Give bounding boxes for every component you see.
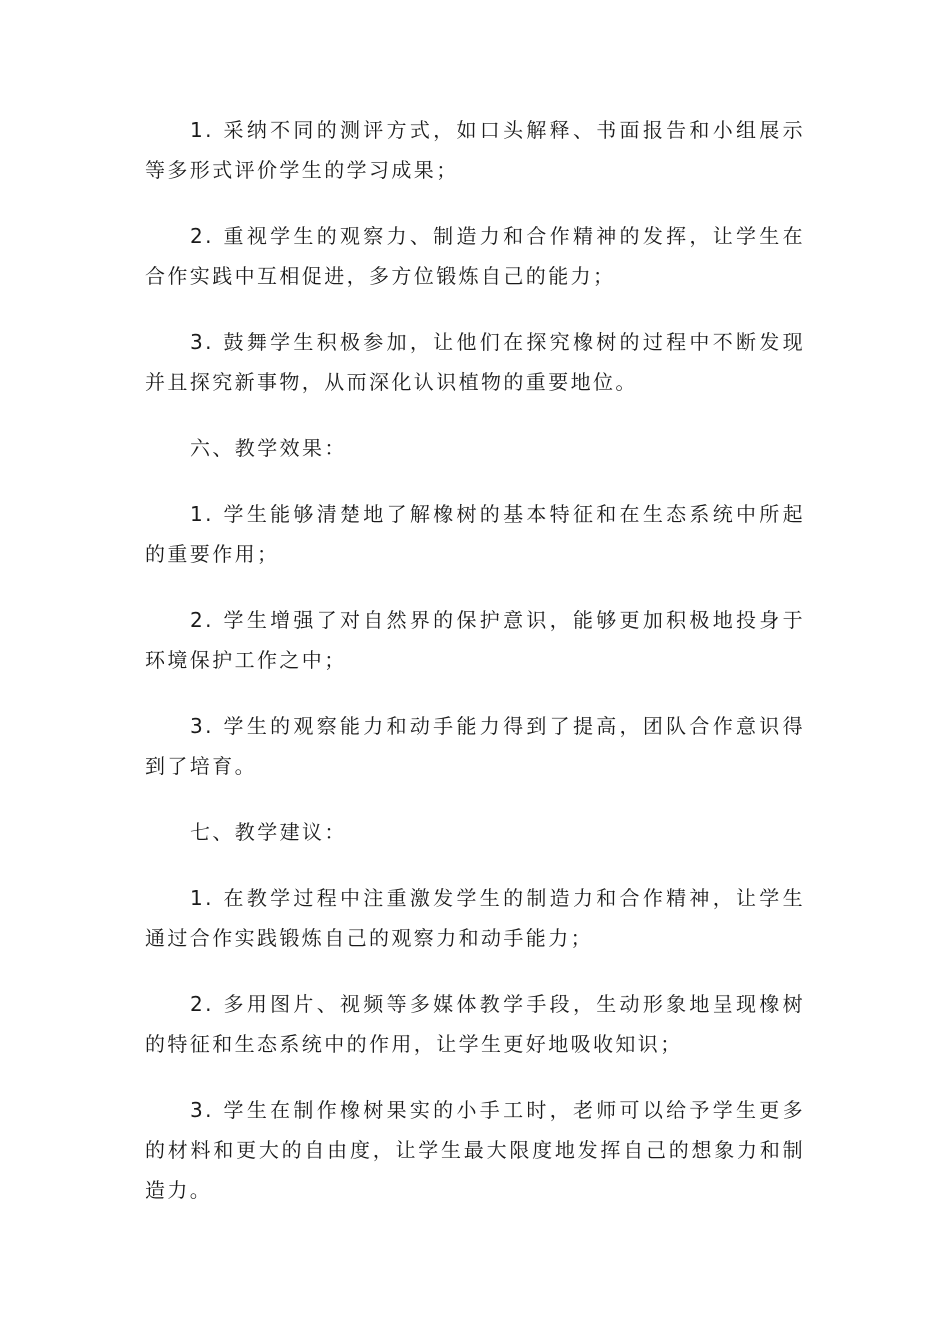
paragraph-assessment-methods: 1. 采纳不同的测评方式，如口头解释、书面报告和小组展示等多形式评价学生的学习成果； <box>145 118 805 182</box>
section-heading-teaching-effect: 六、教学效果： <box>190 436 347 460</box>
paragraph-suggestion-handcraft: 3. 学生在制作橡树果实的小手工时，老师可以给予学生更多的材料和更大的自由度，让学生最大限度地发挥自己的想象力和制造力。 <box>145 1098 805 1202</box>
section-heading-teaching-suggestions: 七、教学建议： <box>190 820 347 844</box>
paragraph-suggestion-multimedia: 2. 多用图片、视频等多媒体教学手段，生动形象地呈现橡树的特征和生态系统中的作用，让学生更好地吸收知识； <box>145 992 805 1056</box>
paragraph-effect-understanding: 1. 学生能够清楚地了解橡树的基本特征和在生态系统中所起的重要作用； <box>145 502 805 566</box>
document-body <box>145 110 805 1236</box>
paragraph-suggestion-creativity: 1. 在教学过程中注重激发学生的制造力和合作精神，让学生通过合作实践锻炼自己的观察力和动手能力； <box>145 886 805 950</box>
paragraph-effect-protection: 2. 学生增强了对自然界的保护意识，能够更加积极地投身于环境保护工作之中； <box>145 608 805 672</box>
paragraph-observation-creativity: 2. 重视学生的观察力、制造力和合作精神的发挥，让学生在合作实践中互相促进，多方位锻炼自己的能力； <box>145 224 805 288</box>
paragraph-encourage-participation: 3. 鼓舞学生积极参加，让他们在探究橡树的过程中不断发现并且探究新事物，从而深化认识植物的重要地位。 <box>145 330 805 394</box>
paragraph-effect-abilities: 3. 学生的观察能力和动手能力得到了提高，团队合作意识得到了培育。 <box>145 714 805 778</box>
